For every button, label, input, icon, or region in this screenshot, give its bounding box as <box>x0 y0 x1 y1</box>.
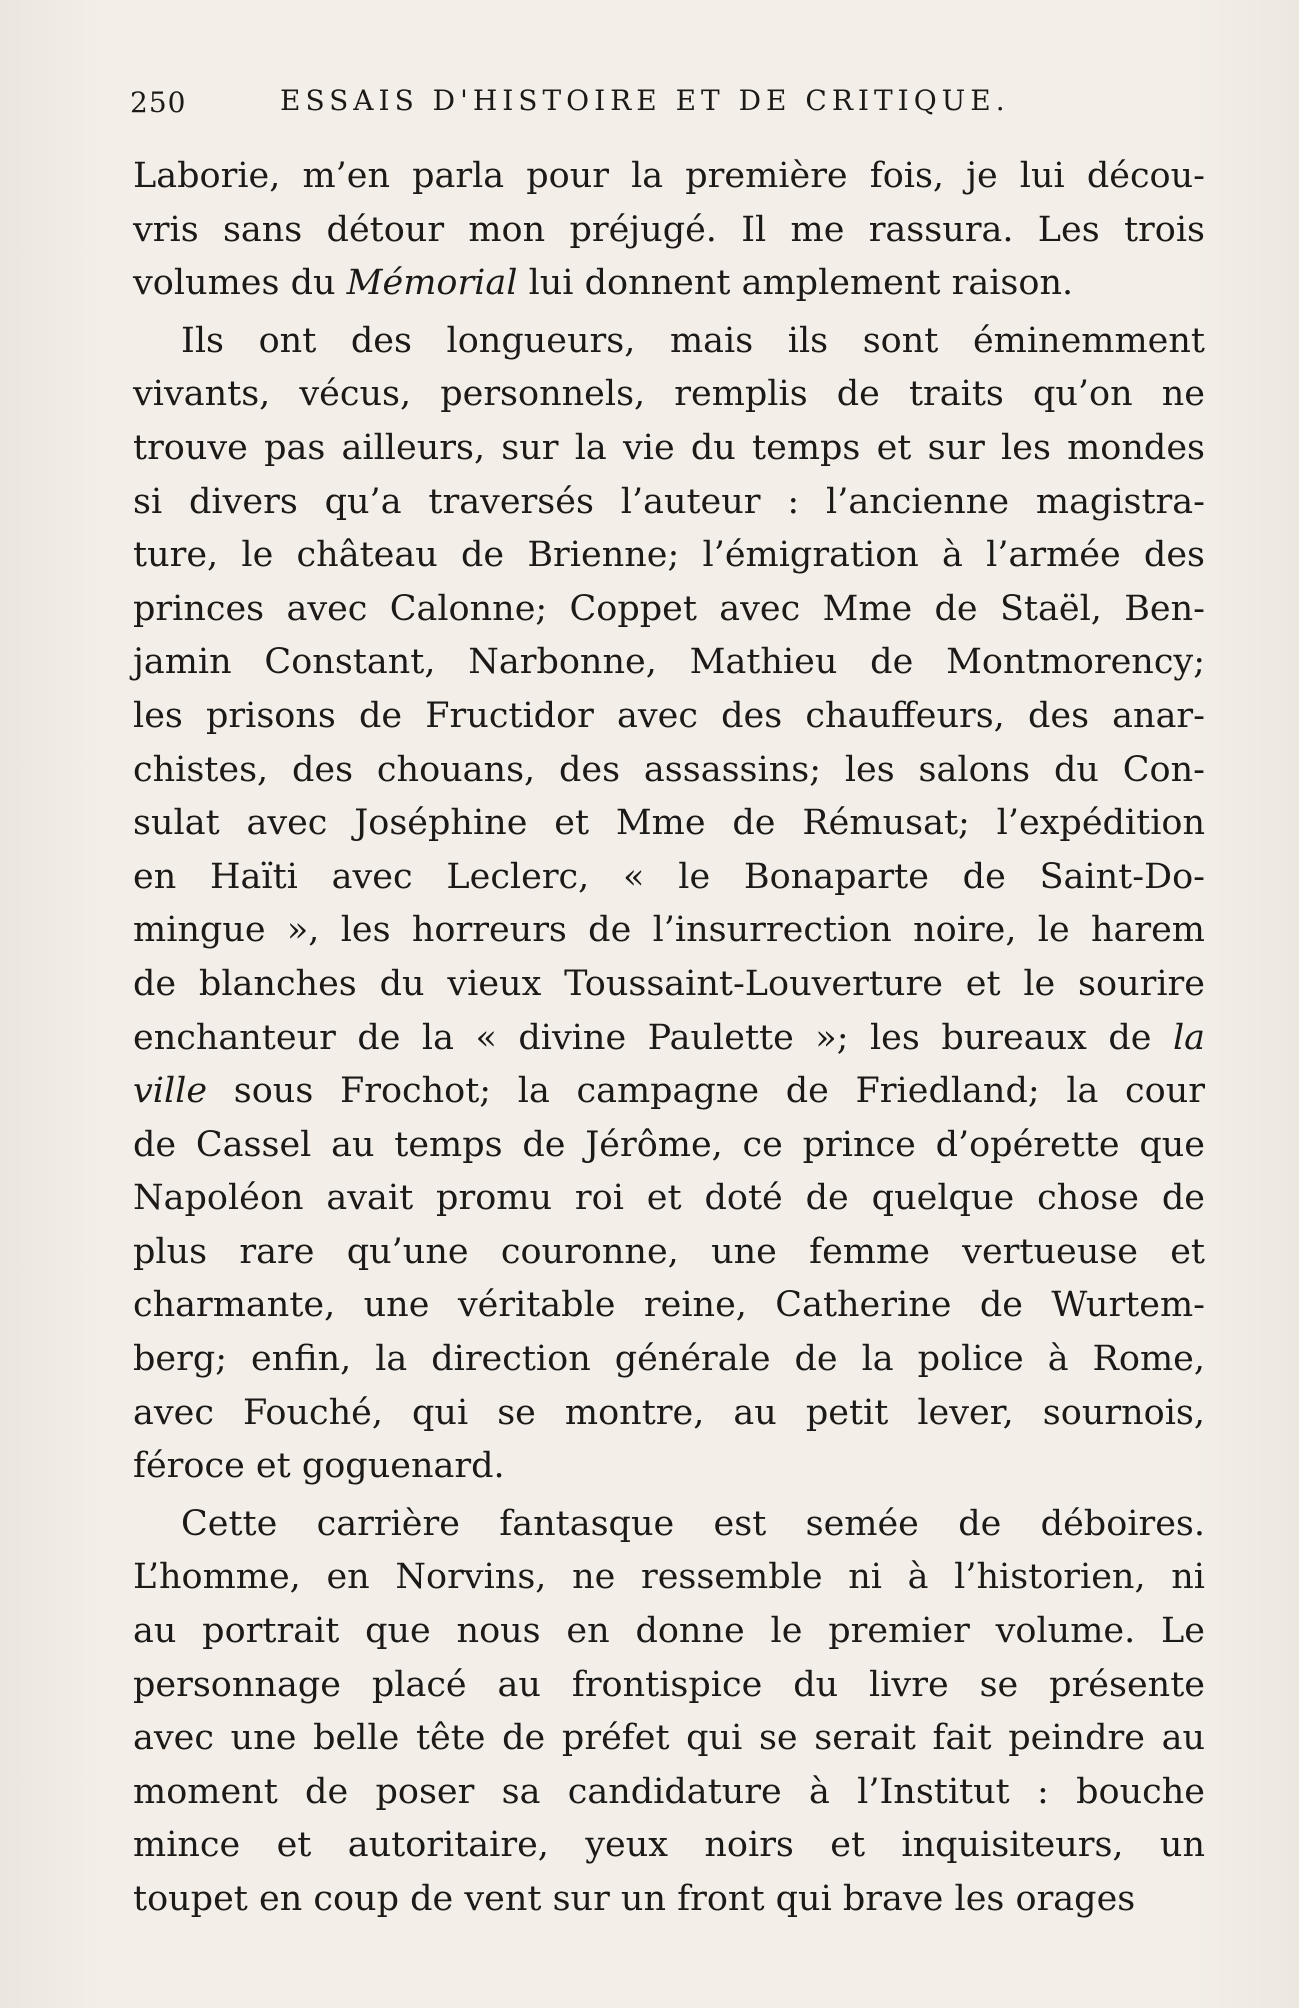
text-line <box>133 1498 1205 1552</box>
text-line <box>133 1605 1205 1659</box>
text-line <box>133 690 1205 744</box>
page-number: 250 <box>130 86 187 119</box>
text-segment: les prisons de Fructidor avec des chauffeurs, des anar- <box>133 695 1205 736</box>
text-segment: enchanteur de la « divine Paulette »; les bureaux de <box>133 1017 1173 1058</box>
text-segment: Ils ont des longueurs, mais ils sont éminemment <box>181 320 1205 361</box>
text-segment: ture, le château de Brienne; l’émigration à l’armée des <box>133 535 1205 576</box>
text-line <box>133 204 1205 258</box>
text-segment: vivants, vécus, personnels, remplis de traits qu’on ne <box>133 374 1205 415</box>
text-line <box>133 958 1205 1012</box>
text-segment: chistes, des chouans, des assassins; les salons du Con- <box>133 749 1205 790</box>
text-segment: L’homme, en Norvins, ne ressemble ni à l’historien, ni <box>133 1557 1205 1598</box>
text-segment: de Cassel au temps de Jérôme, ce prince d’opérette que <box>133 1124 1205 1165</box>
running-head: ESSAIS D'HISTOIRE ET DE CRITIQUE. <box>280 84 1010 117</box>
text-segment: si divers qu’a traversés l’auteur : l’ancienne magistra- <box>133 481 1205 522</box>
text-segment: personnage placé au frontispice du livre se présente <box>133 1664 1205 1705</box>
text-line <box>133 1819 1205 1873</box>
text-line <box>133 1766 1205 1820</box>
text-line <box>133 1551 1205 1605</box>
text-segment: en Haïti avec Leclerc, « le Bonaparte de Saint-Do- <box>133 856 1205 897</box>
text-line <box>133 1065 1205 1119</box>
text-line <box>133 1226 1205 1280</box>
text-line <box>133 1333 1205 1387</box>
text-segment: plus rare qu’une couronne, une femme vertueuse et <box>133 1231 1205 1272</box>
text-line <box>133 315 1205 369</box>
text-line <box>133 1659 1205 1713</box>
text-line <box>133 583 1205 637</box>
text-line <box>133 744 1205 798</box>
text-line <box>133 368 1205 422</box>
text-segment: Cette carrière fantasque est semée de déboires. <box>181 1503 1205 1544</box>
page-header <box>130 78 1190 138</box>
text-line <box>133 904 1205 958</box>
text-line <box>133 797 1205 851</box>
text-segment: jamin Constant, Narbonne, Mathieu de Montmorency; <box>133 642 1205 683</box>
text-segment: volumes du <box>133 263 347 304</box>
text-line <box>133 1012 1205 1066</box>
text-line <box>133 851 1205 905</box>
text-line <box>133 1440 1205 1494</box>
text-segment: moment de poser sa candidature à l’Institut : bouche <box>133 1771 1205 1812</box>
text-segment: avec Fouché, qui se montre, au petit lever, sournois, <box>133 1392 1205 1433</box>
text-segment: Laborie, m’en parla pour la première fois, je lui décou- <box>133 156 1205 196</box>
italic-text: ville <box>133 1071 208 1112</box>
text-segment: mingue », les horreurs de l’insurrection noire, le harem <box>133 910 1205 951</box>
text-segment: trouve pas ailleurs, sur la vie du temps et sur les mondes <box>133 427 1205 468</box>
italic-text: Mémorial <box>346 263 518 304</box>
text-line <box>133 1172 1205 1226</box>
text-line <box>133 1119 1205 1173</box>
text-line <box>133 257 1205 311</box>
text-segment: de blanches du vieux Toussaint-Louverture et le sourire <box>133 963 1205 1004</box>
text-line <box>133 1279 1205 1333</box>
text-segment: vris sans détour mon préjugé. Il me rassura. Les trois <box>133 209 1205 250</box>
text-line <box>133 1387 1205 1441</box>
italic-text: la <box>1172 1017 1205 1058</box>
text-segment: sous Frochot; la campagne de Friedland; la cour <box>207 1071 1205 1112</box>
text-segment: féroce et goguenard. <box>133 1446 505 1487</box>
text-segment: mince et autoritaire, yeux noirs et inquisiteurs, un <box>133 1825 1205 1866</box>
text-segment: sulat avec Joséphine et Mme de Rémusat; l’expédition <box>133 803 1205 844</box>
text-segment: berg; enfin, la direction générale de la police à Rome, <box>133 1339 1205 1380</box>
text-line <box>133 529 1205 583</box>
text-segment: avec une belle tête de préfet qui se serait fait peindre au <box>133 1718 1205 1759</box>
text-line <box>133 476 1205 530</box>
body-text <box>133 150 1205 1927</box>
text-segment: princes avec Calonne; Coppet avec Mme de Staël, Ben- <box>133 588 1205 629</box>
text-segment: toupet en coup de vent sur un front qui brave les orages <box>133 1879 1136 1919</box>
text-line <box>133 1873 1205 1927</box>
text-line <box>133 422 1205 476</box>
text-line <box>133 150 1205 204</box>
text-line <box>133 636 1205 690</box>
text-segment: Napoléon avait promu roi et doté de quelque chose de <box>133 1178 1205 1219</box>
text-segment: au portrait que nous en donne le premier volume. Le <box>133 1611 1205 1652</box>
text-segment: charmante, une véritable reine, Catherine de Wurtem- <box>133 1285 1205 1326</box>
text-line <box>133 1712 1205 1766</box>
text-segment: lui donnent amplement raison. <box>517 263 1074 304</box>
